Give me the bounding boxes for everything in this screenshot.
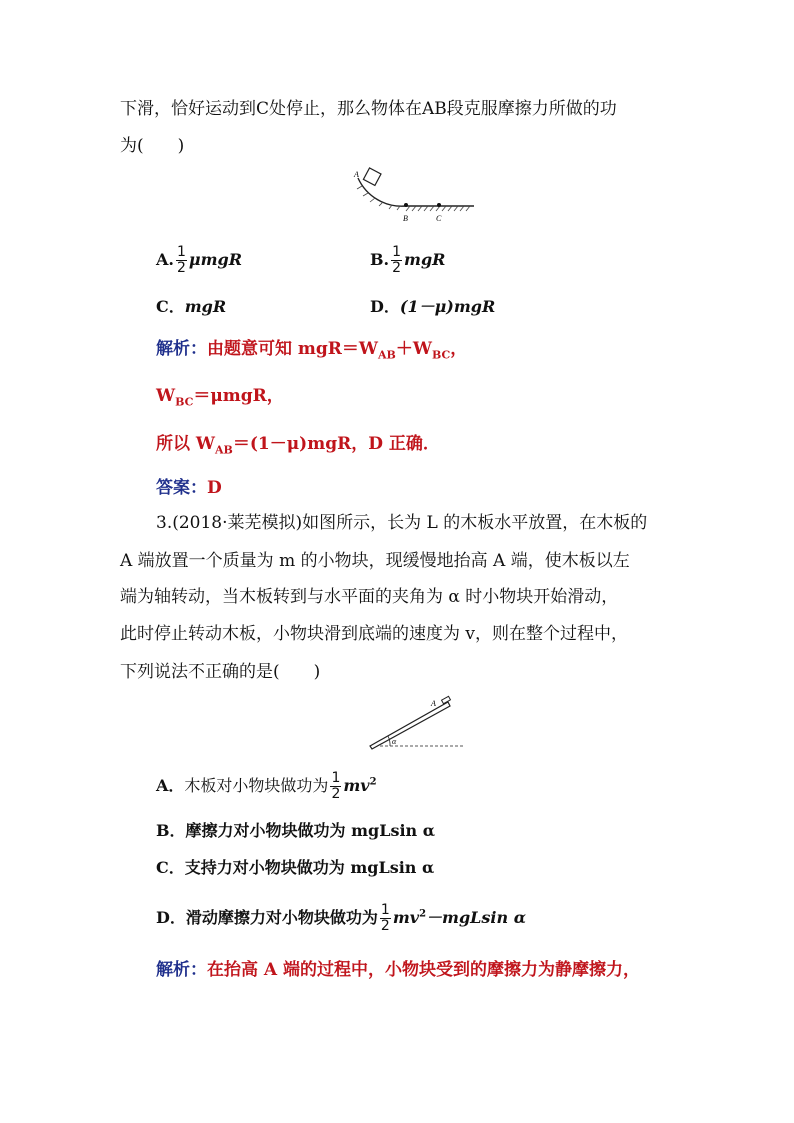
q3-option-c[interactable]: C．支持力对小物块做功为 mgLsin α	[156, 858, 435, 877]
q2-option-a[interactable]: A. $\frac{1}{2}$ μmgR	[156, 244, 243, 276]
q3-option-a[interactable]: A．木板对小物块做功为 $\frac{1}{2}$ $mv^2$	[156, 770, 377, 802]
q2-stem-line2: 为( )	[120, 136, 185, 156]
q3-stem-line5: 下列说法不正确的是( )	[120, 662, 321, 682]
q2-analysis-line1: 解析：由题意可知 $mgR=W_{AB}+W_{BC}$，	[156, 339, 468, 362]
q3-analysis-line1: 解析：在抬高 A 端的过程中，小物块受到的摩擦力为静摩擦力，	[156, 960, 641, 980]
q3-fig-label-a: A	[431, 699, 436, 708]
q2-figure-track	[340, 166, 480, 228]
q3-fig-label-alpha: α	[392, 737, 397, 746]
fraction: $\frac{1}{2}$	[176, 244, 186, 276]
fraction: $\frac{1}{2}$	[392, 244, 402, 276]
q2-analysis-line3: 所以 $W_{AB}=(1-\mu)mgR$，D 正确．	[156, 434, 440, 457]
q2-fig-label-b: B	[403, 214, 408, 223]
q3-figure-incline	[364, 694, 468, 750]
fraction: $\frac{1}{2}$	[380, 902, 390, 934]
q2-fig-label-c: C	[436, 214, 442, 223]
q3-stem-line2: A 端放置一个质量为 m 的小物块，现缓慢地抬高 A 端，使木板以左	[120, 551, 630, 571]
q3-stem-line1: 3.(2018·莱芜模拟)如图所示，长为 L 的木板水平放置，在木板的	[156, 513, 648, 533]
q2-option-c[interactable]: C．mgR	[156, 297, 227, 316]
q2-stem-line1: 下滑，恰好运动到C处停止，那么物体在AB段克服摩擦力所做的功	[120, 99, 617, 119]
q2-answer: 答案：D	[156, 478, 222, 498]
q2-option-b[interactable]: B. $\frac{1}{2}$ mgR	[370, 244, 446, 276]
fraction: $\frac{1}{2}$	[331, 770, 341, 802]
q2-option-d[interactable]: D．(1－μ)mgR	[370, 297, 496, 316]
q3-stem-line3: 端为轴转动，当木板转到与水平面的夹角为 α 时小物块开始滑动，	[120, 587, 619, 607]
q3-option-b[interactable]: B．摩擦力对小物块做功为 mgLsin α	[156, 821, 436, 840]
q2-analysis-line2: $W_{BC}=\mu mgR$，	[156, 386, 284, 409]
q3-option-d[interactable]: D．滑动摩擦力对小物块做功为 $\frac{1}{2}$ $mv^2-mgLsin$ α	[156, 902, 527, 934]
q3-stem-line4: 此时停止转动木板，小物块滑到底端的速度为 v，则在整个过程中，	[120, 624, 629, 644]
q2-fig-label-a: A	[354, 170, 359, 179]
